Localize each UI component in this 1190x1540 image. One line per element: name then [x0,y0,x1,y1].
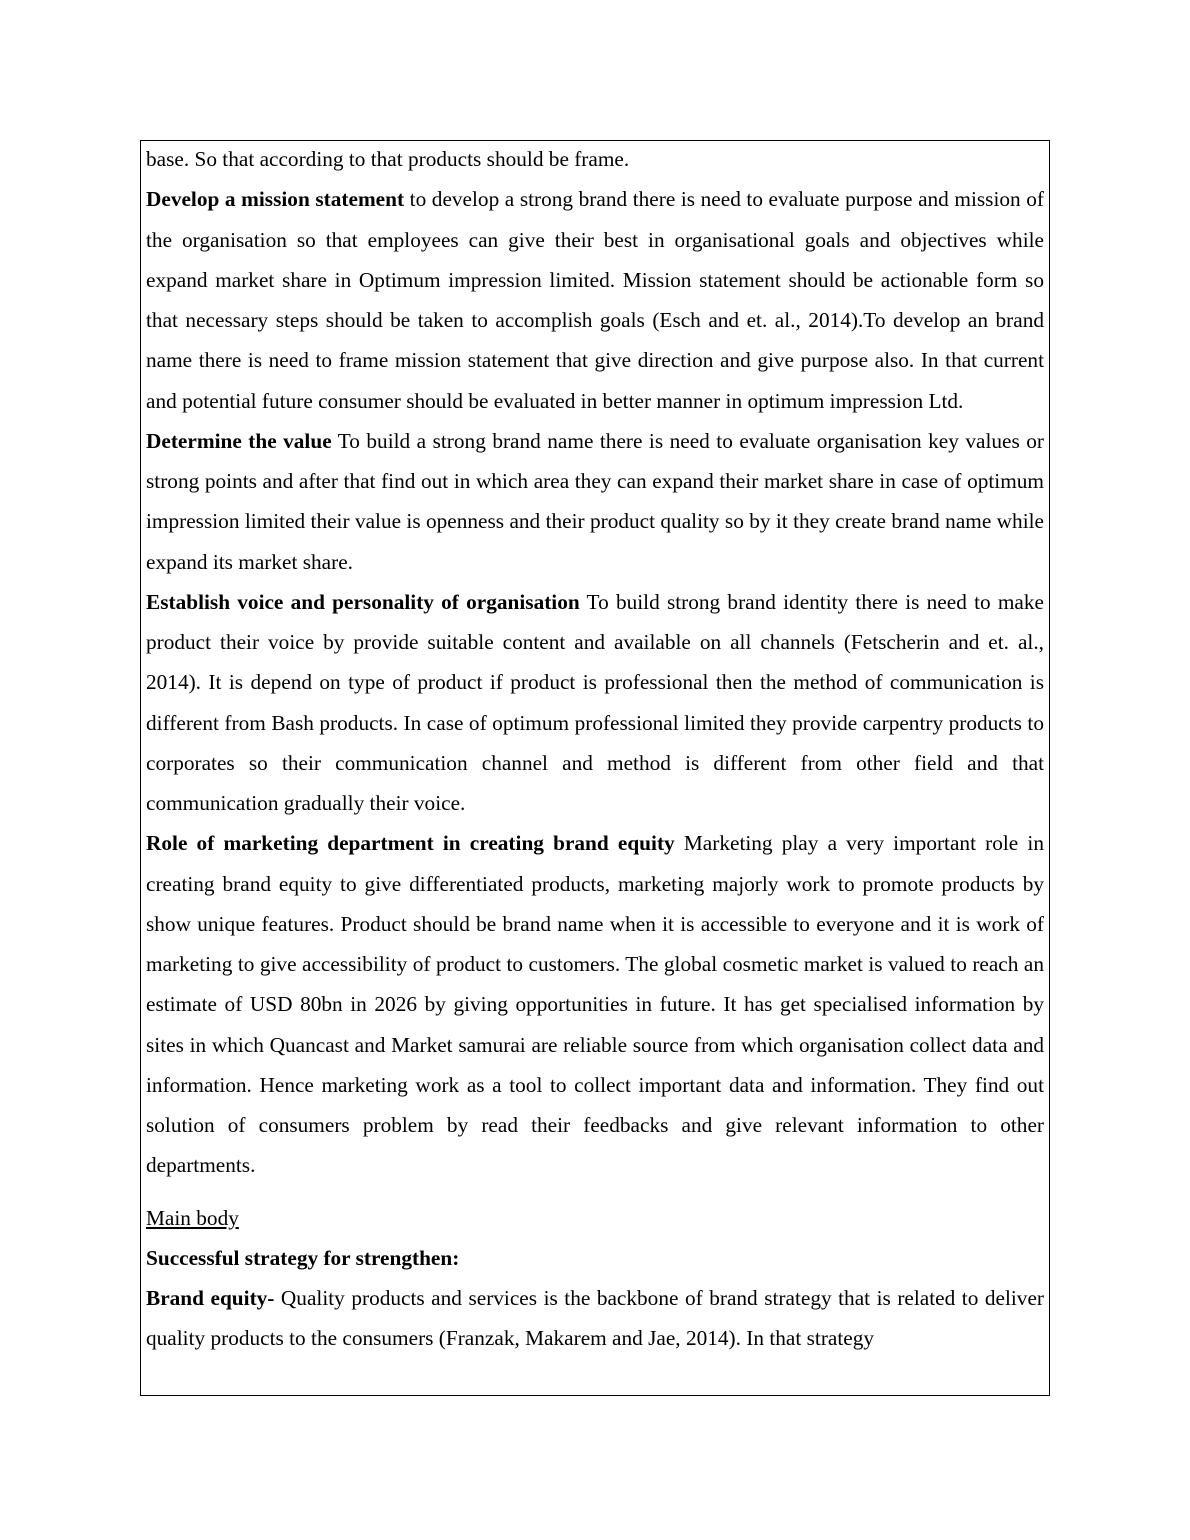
paragraph-lead-heading: Determine the value [146,428,332,453]
paragraph-lead-heading: Establish voice and personality of organisation [146,589,580,614]
paragraph-text: Marketing play a very important role in creating brand equity to give differentiated products, marketing majorly work to promote products by show unique features. Product should be brand name when it is accessible to everyone and it is work of marketing to give accessibility of product to customers. The global cosmetic market is valued to reach an estimate of USD 80bn in 2026 by giving opportunities in future. It has get specialised information by sites in which Quancast and Market samurai are reliable source from which organisation collect data and information. Hence marketing work as a tool to collect important data and information. They find out solution of consumers problem by read their feedbacks and give relevant information to other departments. [146,831,1044,1178]
paragraph-lead-heading: Develop a mission statement [146,187,405,212]
paragraph-lead-heading: Role of marketing department in creating brand equity [146,831,675,856]
paragraph-text: To build strong brand identity there is need to make product their voice by provide suitable content and available on all channels (Fetscherin and et. al., 2014). It is depend on type of product if product is professional then the method of communication is different from Bash products. In case of optimum professional limited they provide carpentry products to corporates so their communication channel and method is different from other field and that communication gradually their voice. [146,589,1044,815]
paragraph-voice-personality [146,582,1044,824]
document-body [146,139,1044,1359]
paragraph-determine-value [146,421,1044,582]
paragraph-text: To build a strong brand name there is need to evaluate organisation key values or strong points and after that find out in which area they can expand their market share in case of optimum impression limited their value is openness and their product quality so by it they create brand name while expand its market share. [146,428,1044,574]
paragraph-marketing-role [146,823,1044,1185]
paragraph-text: Quality products and services is the backbone of brand strategy that is related to deliver quality products to the consumers (Franzak, Makarem and Jae, 2014). In that strategy [146,1286,1044,1351]
paragraph-lead-heading: Brand equity- [146,1286,275,1310]
paragraph-mission-statement [146,179,1044,421]
main-body-heading: Main body [146,1205,239,1230]
strategy-heading: Successful strategy for strengthen: [146,1245,460,1270]
paragraph-brand-equity [146,1278,1044,1359]
paragraph-text: to develop a strong brand there is need to evaluate purpose and mission of the organisation so that employees can give their best in organisational goals and objectives while expand market share in Optimum impression limited. Mission statement should be actionable form so that necessary steps should be taken to accomplish goals (Esch and et. al., 2014).To develop an brand name there is need to frame mission statement that give direction and give purpose also. In that current and potential future consumer should be evaluated in better manner in optimum impression Ltd. [146,187,1044,413]
paragraph-text: base. So that according to that products should be frame. [146,147,630,171]
paragraph-continuation [146,139,1044,179]
